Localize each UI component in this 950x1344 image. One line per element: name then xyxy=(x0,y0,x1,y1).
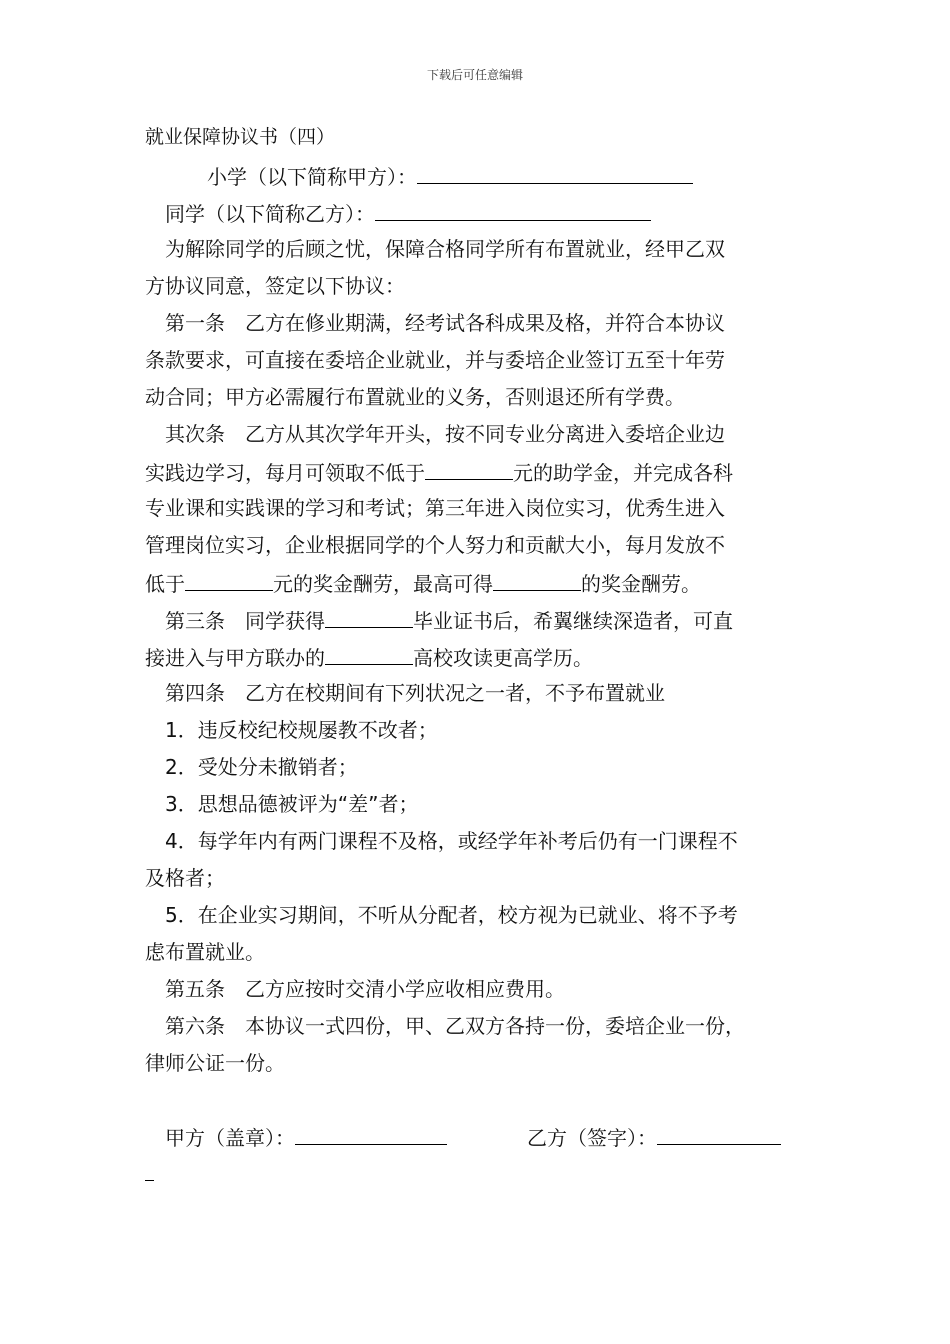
document-title: 就业保障协议书（四） xyxy=(145,126,336,148)
article3-line xyxy=(145,644,593,670)
signature-a-line xyxy=(165,1124,447,1150)
party-b-line xyxy=(165,200,651,226)
article1-line: 条款要求，可直接在委培企业就业，并与委培企业签订五至十年劳 xyxy=(145,348,725,372)
article6-line: 第六条 本协议一式四份，甲、乙双方各持一份，委培企业一份， xyxy=(165,1014,745,1038)
signature-a-label: 甲方（盖章）： xyxy=(165,1126,295,1150)
article2-line: 专业课和实践课的学习和考试；第三年进入岗位实习，优秀生进入 xyxy=(145,496,725,520)
article2-text: 低于 xyxy=(145,572,185,596)
stipend-blank[interactable] xyxy=(425,459,513,480)
page-header: 下载后可任意编辑 xyxy=(426,68,523,82)
bonus-max-blank[interactable] xyxy=(493,570,581,591)
party-a-label: 小学（以下简称甲方）： xyxy=(207,165,417,189)
article2-text: 元的奖金酬劳，最高可得 xyxy=(273,572,493,596)
intro-line: 方协议同意，签定以下协议： xyxy=(145,274,405,298)
intro-line: 为解除同学的后顾之忧，保障合格同学所有布置就业，经甲乙双 xyxy=(165,237,725,261)
list-item: 2．受处分未撤销者； xyxy=(165,755,358,779)
list-item: 5．在企业实习期间，不听从分配者，校方视为已就业、将不予考 xyxy=(165,903,738,927)
article2-line xyxy=(145,459,733,485)
article2-text: 的奖金酬劳。 xyxy=(581,572,701,596)
article3-line xyxy=(165,607,733,633)
certificate-blank[interactable] xyxy=(325,607,413,628)
party-a-blank[interactable] xyxy=(417,163,693,184)
article2-line: 管理岗位实习，企业根据同学的个人努力和贡献大小，每月发放不 xyxy=(145,533,725,557)
article6-line: 律师公证一份。 xyxy=(145,1051,285,1075)
list-item: 4．每学年内有两门课程不及格，或经学年补考后仍有一门课程不 xyxy=(165,829,738,853)
article2-text: 元的助学金，并完成各科 xyxy=(513,461,733,485)
article2-line xyxy=(145,570,701,596)
article2-text: 实践边学习，每月可领取不低于 xyxy=(145,461,425,485)
list-item: 1．违反校纪校规屡教不改者； xyxy=(165,718,438,742)
article5-line: 第五条 乙方应按时交清小学应收相应费用。 xyxy=(165,977,565,1001)
bonus-min-blank[interactable] xyxy=(185,570,273,591)
article1-line: 动合同；甲方必需履行布置就业的义务，否则退还所有学费。 xyxy=(145,385,685,409)
article3-text: 高校攻读更高学历。 xyxy=(413,646,593,670)
university-blank[interactable] xyxy=(325,644,413,665)
signature-a-blank[interactable] xyxy=(295,1124,447,1145)
signature-b-label: 乙方（签字）： xyxy=(527,1126,657,1150)
article4-line: 第四条 乙方在校期间有下列状况之一者，不予布置就业 xyxy=(165,681,665,705)
list-item: 3．思想品德被评为“差”者； xyxy=(165,792,419,816)
article3-text: 第三条 同学获得 xyxy=(165,609,325,633)
signature-b-line xyxy=(527,1124,781,1150)
article3-text: 接进入与甲方联办的 xyxy=(145,646,325,670)
article1-line: 第一条 乙方在修业期满，经考试各科成果及格，并符合本协议 xyxy=(165,311,725,335)
party-a-line xyxy=(207,163,693,189)
party-b-blank[interactable] xyxy=(375,200,651,221)
party-b-label: 同学（以下简称乙方）： xyxy=(165,202,375,226)
list-item: 及格者； xyxy=(145,866,225,890)
signature-b-blank[interactable] xyxy=(657,1124,781,1145)
signature-b-continuation xyxy=(145,1160,154,1186)
article2-line: 其次条 乙方从其次学年开头，按不同专业分离进入委培企业边 xyxy=(165,422,725,446)
trailing-underline xyxy=(145,1160,154,1181)
article3-text: 毕业证书后，希翼继续深造者，可直 xyxy=(413,609,733,633)
list-item: 虑布置就业。 xyxy=(145,940,265,964)
